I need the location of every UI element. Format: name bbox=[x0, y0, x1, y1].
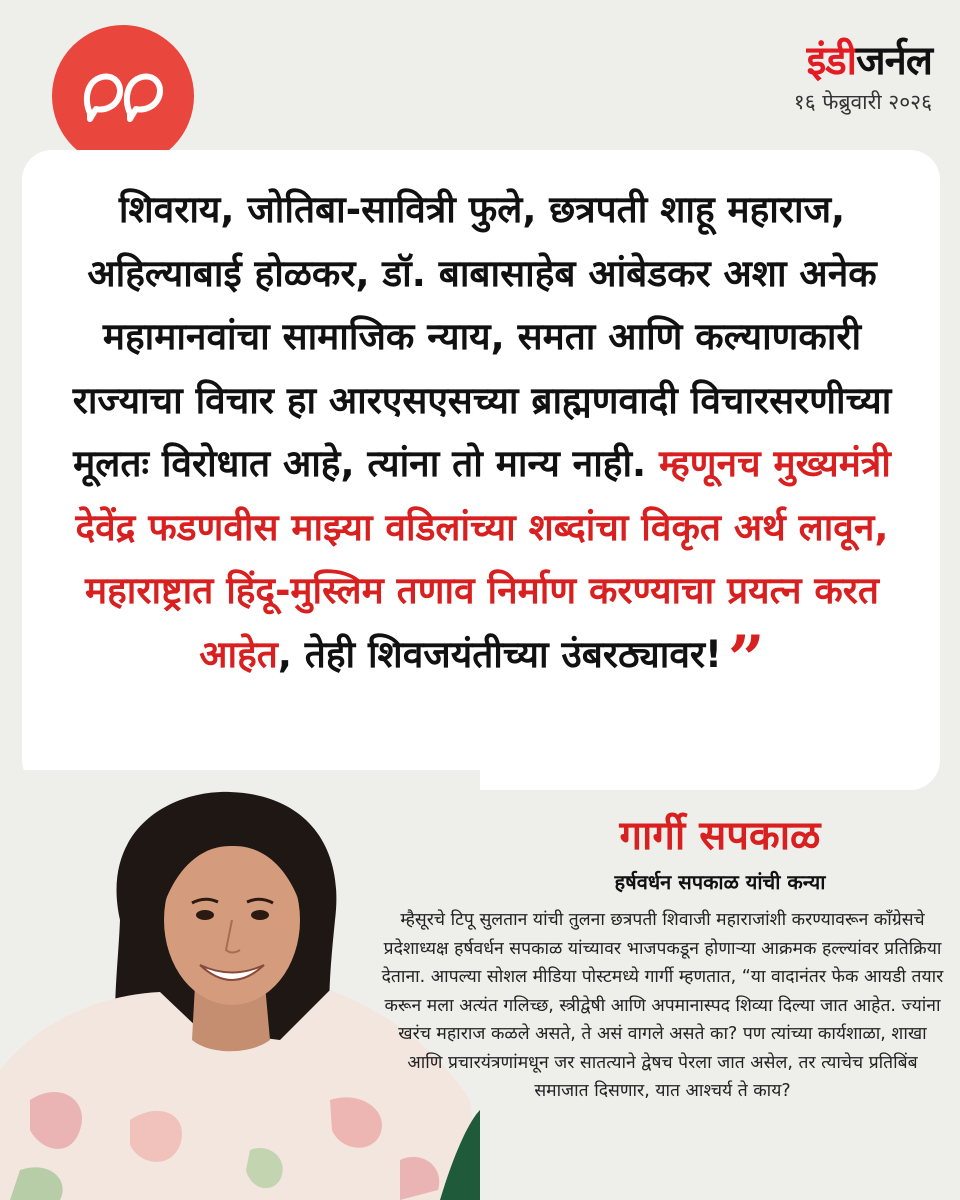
brand-logo bbox=[794, 38, 932, 84]
quote-tail-part: , तेही शिवजयंतीच्या उंबरठ्यावर! bbox=[277, 632, 722, 676]
quote-open-icon bbox=[82, 67, 166, 127]
quote-close-icon: ” bbox=[727, 621, 765, 697]
quote-badge bbox=[52, 25, 194, 167]
person-name: गार्गी सपकाळ bbox=[619, 813, 821, 859]
brand-logo-part2: जर्नल bbox=[856, 38, 932, 84]
quote-text bbox=[62, 178, 902, 697]
quote-black-part: शिवराय, जोतिबा-सावित्री फुले, छत्रपती शाहू महाराज, अहिल्याबाई होळकर, डॉ. बाबासाहेब आंबेडकर अशा अनेक महामानवांचा सामाजिक न्याय, समता आणि कल्याणकारी राज्याचा विचार हा आरएसएसच्या ब्राह्मणवादी विचारसरणीच्या मूलतः विरोधात आहे, त्यांना तो मान्य नाही. bbox=[72, 188, 892, 485]
post-date: १६ फेब्रुवारी २०२६ bbox=[793, 90, 932, 114]
context-paragraph: म्हैसूरचे टिपू सुलतान यांची तुलना छत्रपती शिवाजी महाराजांशी करण्यावरून काँग्रेसचे प्रदेशाध्यक्ष हर्षवर्धन सपकाळ यांच्यावर भाजपकडून होणाऱ्या आक्रमक हल्ल्यांवर प्रतिक्रिया देताना. आपल्या सोशल मीडिया पोस्टमध्ये गार्गी म्हणतात, “या वादानंतर फेक आयडी तयार करून मला अत्यंत गलिच्छ, स्त्रीद्वेषी आणि अपमानास्पद शिव्या दिल्या जात आहेत. ज्यांना खरंच महाराज कळले असते, ते असं वागले असते का? पण त्यांच्या कार्यशाळा, शाखा आणि प्रचारयंत्रणांमधून जर सातत्याने द्वेषच पेरला जात असेल, तर त्याचेच प्रतिबिंब समाजात दिसणार, यात आश्चर्य ते काय? bbox=[381, 910, 944, 1101]
quote-card bbox=[22, 150, 940, 790]
brand-block bbox=[794, 38, 932, 116]
brand-logo-part1: इंडी bbox=[806, 38, 856, 84]
quote-red-part: म्हणूनच मुख्यमंत्री देवेंद्र फडणवीस माझ्या वडिलांच्या शब्दांचा विकृत अर्थ लावून, महाराष्ट्रात हिंदू-मुस्लिम तणाव निर्माण करण्याचा प्रयत्न करत आहेत bbox=[75, 442, 891, 676]
person-relation: हर्षवर्धन सपकाळ यांची कन्या bbox=[614, 870, 826, 894]
